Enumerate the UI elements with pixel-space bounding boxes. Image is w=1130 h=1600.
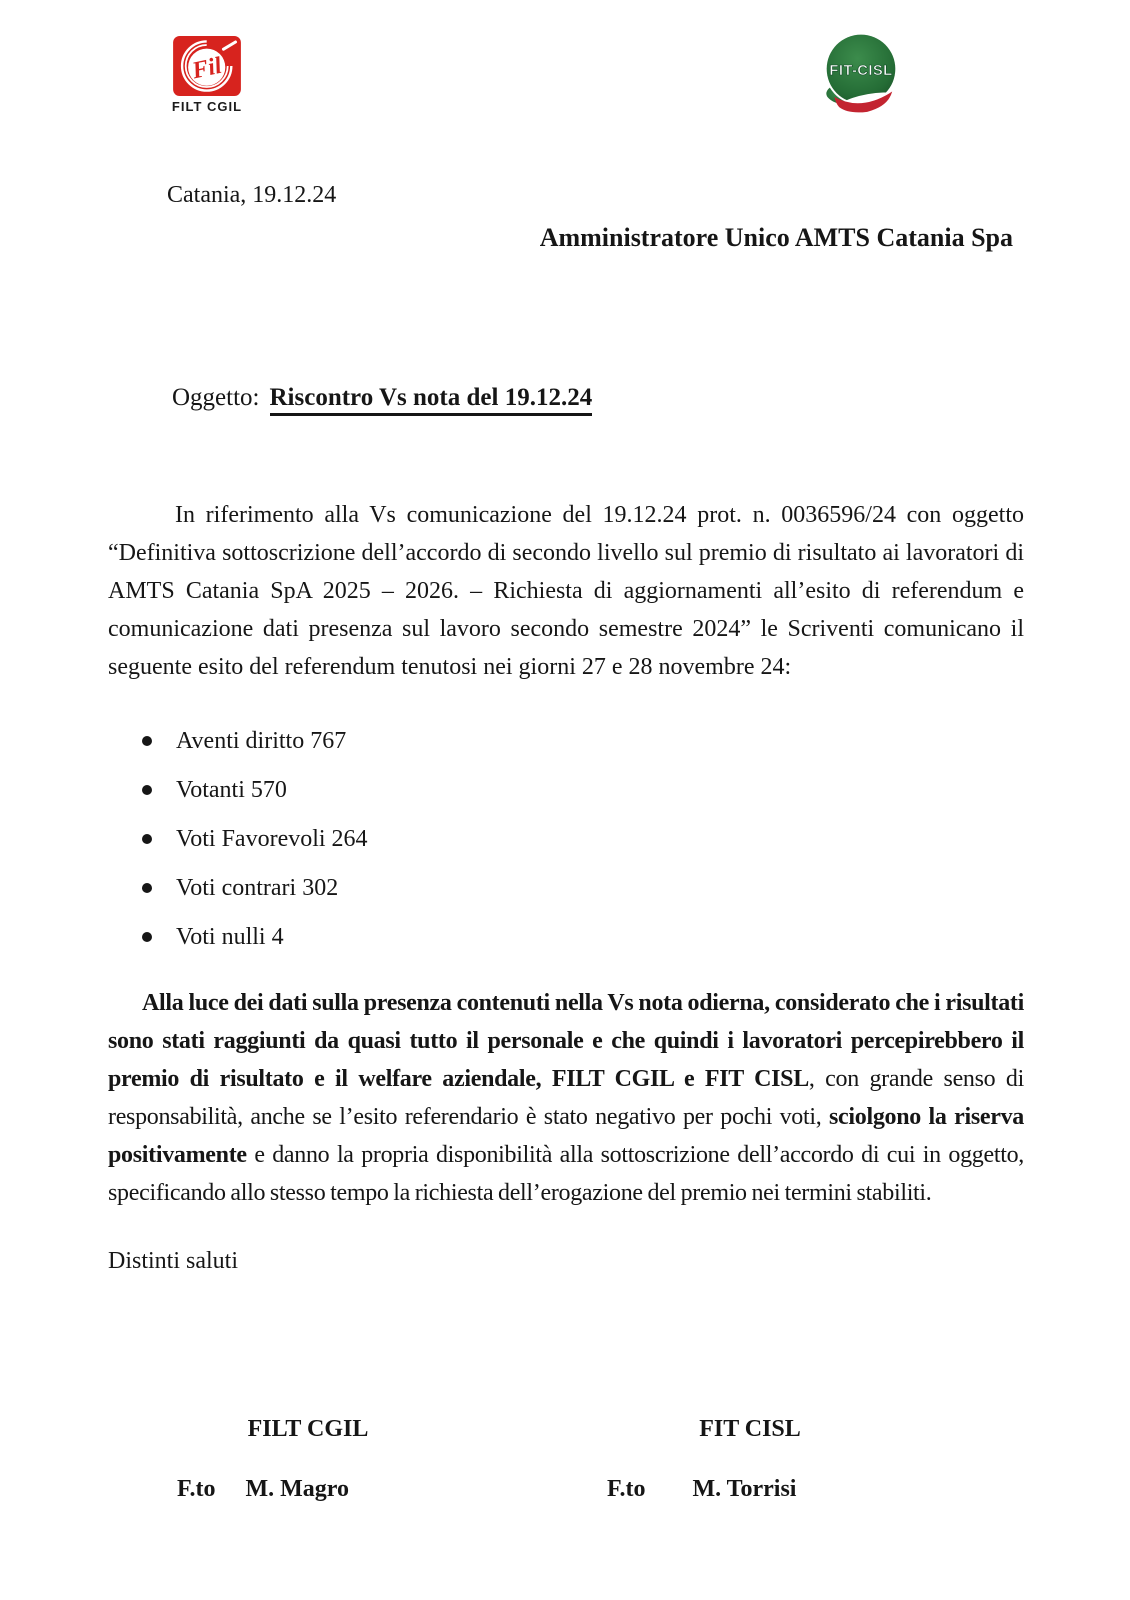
signatory-name: M. Torrisi bbox=[692, 1476, 797, 1502]
list-item: Voti Favorevoli 264 bbox=[140, 820, 368, 858]
signature-block-filt-cgil bbox=[108, 1414, 508, 1504]
signed-label: F.to bbox=[177, 1476, 216, 1502]
filt-cgil-logo-icon bbox=[173, 36, 241, 96]
signature-organization: FILT CGIL bbox=[247, 1416, 369, 1442]
subject-label: Oggetto: bbox=[172, 384, 260, 411]
signature-block-fit-cisl bbox=[520, 1414, 980, 1504]
fit-cisl-logo bbox=[822, 33, 900, 115]
filt-cgil-logo bbox=[166, 36, 248, 114]
decision-bold-1: Alla luce dei dati sulla presenza contenuti nella Vs nota odierna, considerato che i risultati sono stati raggiunti da quasi tutto il personale e che quindi i lavoratori percepirebbero il premio di risultato e il welfare aziendale, FILT CGIL e FIT CISL bbox=[108, 990, 1024, 1092]
signed-label: F.to bbox=[607, 1476, 646, 1502]
fit-cisl-logo-label: FIT-CISL bbox=[829, 63, 893, 80]
filt-cgil-monogram: Fil bbox=[189, 52, 225, 85]
intro-paragraph: In riferimento alla Vs comunicazione del 19.12.24 prot. n. 0036596/24 con oggetto “Definitiva sottoscrizione dell’accordo di secondo livello sul premio di risultato ai lavoratori di AMTS Catania SpA 2025 – 2026. – Richiesta di aggiornamenti all’esito di referendum e comunicazione dati presenza sul lavoro secondo semestre 2024” le Scriventi comunicano il seguente esito del referendum tenutosi nei giorni 27 e 28 novembre 24: bbox=[108, 502, 1024, 680]
list-item: Voti nulli 4 bbox=[140, 918, 368, 956]
filt-cgil-logo-caption: FILT CGIL bbox=[171, 99, 243, 114]
list-item: Votanti 570 bbox=[140, 771, 368, 809]
fit-cisl-logo-icon bbox=[822, 33, 900, 115]
subject-text: Riscontro Vs nota del 19.12.24 bbox=[270, 384, 593, 416]
addressee-line: Amministratore Unico AMTS Catania Spa bbox=[539, 223, 1013, 252]
signature-row bbox=[108, 1474, 508, 1504]
decision-bold-2: sciolgono la riserva positivamente bbox=[108, 1104, 1024, 1168]
referendum-results-list bbox=[140, 722, 368, 967]
decision-paragraph bbox=[108, 984, 1024, 1212]
closing-line: Distinti saluti bbox=[108, 1248, 239, 1274]
signatory-name: M. Magro bbox=[245, 1476, 349, 1502]
place-date-line: Catania, 19.12.24 bbox=[167, 182, 337, 208]
list-item: Aventi diritto 767 bbox=[140, 722, 368, 760]
signature-organization: FIT CISL bbox=[699, 1416, 801, 1442]
signature-row bbox=[520, 1474, 980, 1504]
subject-line bbox=[172, 378, 592, 418]
decision-regular-2: e danno la propria disponibilità alla sottoscrizione dell’accordo di cui in oggetto, specificando allo stesso tempo la richiesta dell’erogazione del premio nei termini stabiliti. bbox=[108, 1142, 1024, 1206]
decision-regular-1: , con grande senso di responsabilità, anche se l’esito referendario è stato negativo per pochi voti, bbox=[108, 1066, 1024, 1130]
list-item: Voti contrari 302 bbox=[140, 869, 368, 907]
